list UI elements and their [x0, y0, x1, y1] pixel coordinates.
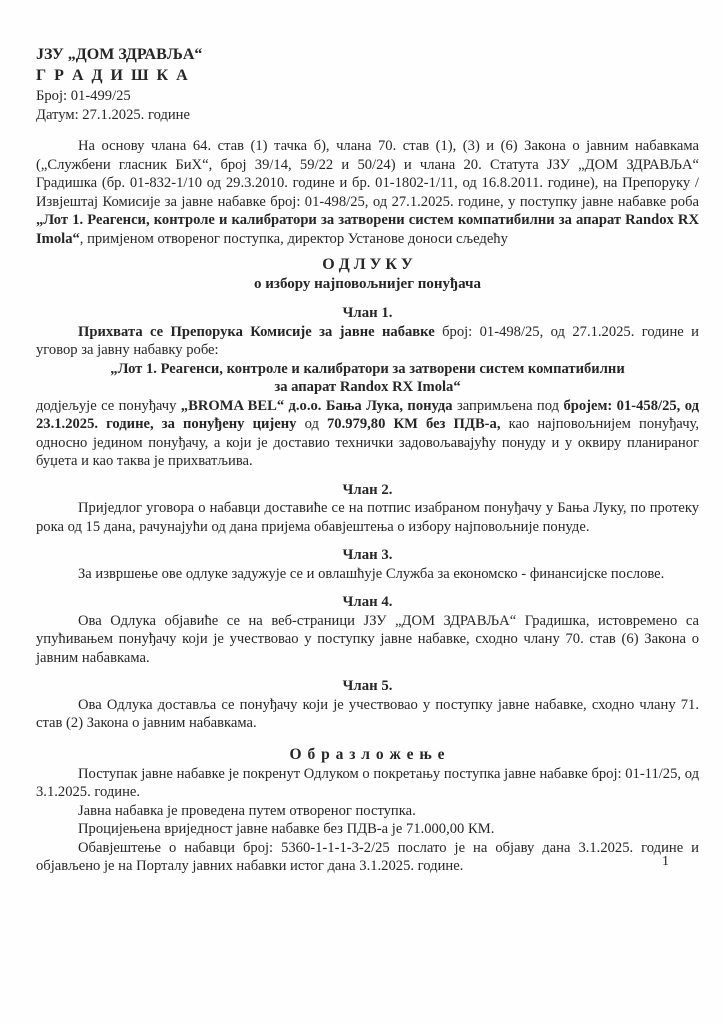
preamble-paragraph: [36, 137, 699, 248]
rationale-paragraph-3: Процијењена вриједност јавне набавке без ПДВ-а је 71.000,00 КМ.: [78, 821, 495, 837]
article1-p2-bold3: 70.979,80 КМ без ПДВ-а,: [327, 416, 509, 432]
article2-paragraph: Приједлог уговора о набавци доставиће се на потпис изабраном понуђачу у Бања Луку, по протеку рока од 15 дана, рачунајући од дана пријема обавјештења о избору најповољније понуде.: [36, 500, 699, 535]
decision-title: О Д Л У К У: [322, 256, 413, 273]
decision-subtitle: о избору најповољнијег понуђача: [254, 276, 481, 292]
article1-p2-run2: запримљена под: [456, 397, 564, 414]
article1-p2-bold2: бројем: 01-458/25, од 23.1.2025. године, за понуђену цијену: [36, 397, 699, 432]
article5-heading: Члан 5.: [342, 678, 393, 694]
preamble-text-after: , примјеном отвореног поступка, директор Установе доноси сљедећу: [79, 230, 508, 247]
article1-p2-run3: од: [304, 416, 327, 432]
doc-number: Број: 01-499/25: [36, 88, 131, 104]
article1-paragraph1: [36, 323, 699, 360]
page-number: 1: [662, 854, 669, 869]
letterhead: [36, 44, 699, 124]
rationale-paragraph-4: Обавјештење о набавци број: 5360-1-1-1-3-2/25 послато је на објаву дана 3.1.2025. године и објављено је на Порталу јавних набавки истог дана 3.1.2025. године.: [36, 839, 699, 874]
article4-paragraph: Ова Одлука објавиће се на веб-страници ЈЗУ „ДОМ ЗДРАВЉА“ Градишка, истовремено са упућивањем понуђачу који је учествовао у поступку јавне набавке, сходно члану 70. став (6) Закона о јавним набавкама.: [36, 612, 699, 666]
preamble-text-before: На основу члана 64. став (1) тачка б), члана 70. став (1), (3) и (6) Закона о јавним набавкама („Службени гласник БиХ“, број 39/14, 59/22 и 50/24) и члана 20. Статута ЈЗУ „ДОМ ЗДРАВЉА“ Градишка (бр. 01-832-1/10 од 29.3.2010. године и бр. 01-1802-1/11, од 16.8.2011. године), на Препоруку / Извјештај Комисије за јавне набавке број: 01-498/25, од 27.1.2025. године, у поступку јавне набавке роба: [36, 138, 699, 210]
article1-paragraph2: [36, 397, 699, 471]
article1-p1-bold: Прихвата се Препорука Комисије за јавне набавке: [78, 323, 443, 340]
article1-p2-bold1: „BROMA BEL“ д.о.о. Бања Лука, понуда: [180, 397, 457, 414]
article1-p1-rest: број: 01-498/25, од 27.1.2025. године и уговор за јавну набавку робе:: [36, 323, 699, 358]
article1-heading: Члан 1.: [342, 305, 393, 321]
article2-heading: Члан 2.: [342, 481, 393, 498]
rationale-paragraph-1: Поступак јавне набавке је покренут Одлуком о покретању поступка јавне набавке број: 01-11/25, од 3.1.2025. године.: [36, 765, 699, 800]
org-name: ЈЗУ „ДОМ ЗДРАВЉА“: [36, 46, 203, 63]
article1-p2-run4: као најповољнијем понуђачу, односно једином понуђачу, а који је доставио технички задовољавајућу понуду и у оквиру планираног буџета и као таква је прихватљива.: [36, 416, 700, 469]
article5-paragraph: Ова Одлука доставља се понуђачу који је учествовао у поступку јавне набавке, сходно члану 71. став (2) Закона о јавним набавкама.: [36, 696, 699, 731]
preamble-lot-bold: „Лот 1. Реагенси, контроле и калибратори за затворени систем компатибилни за апарат Randox RX Imola“: [36, 212, 699, 247]
rationale-paragraph-2: Јавна набавка је проведена путем отвореног поступка.: [78, 802, 416, 819]
article1-p2-run1: додјељује се понуђачу: [36, 397, 181, 414]
org-city: Г Р А Д И Ш К А: [36, 67, 190, 84]
article1-lot-line1: „Лот 1. Реагенси, контроле и калибратори за затворени систем компатибилни: [110, 360, 625, 377]
doc-date: Датум: 27.1.2025. године: [36, 106, 190, 123]
article4-heading: Члан 4.: [342, 594, 393, 610]
article1-lot-line2: за апарат Randox RX Imola“: [274, 379, 461, 395]
article3-paragraph: За извршење ове одлуке задужује се и овлашћује Служба за економско - финансијске послове.: [78, 565, 665, 582]
article3-heading: Члан 3.: [342, 547, 393, 563]
rationale-heading: О б р а з л о ж е њ е: [289, 745, 446, 763]
